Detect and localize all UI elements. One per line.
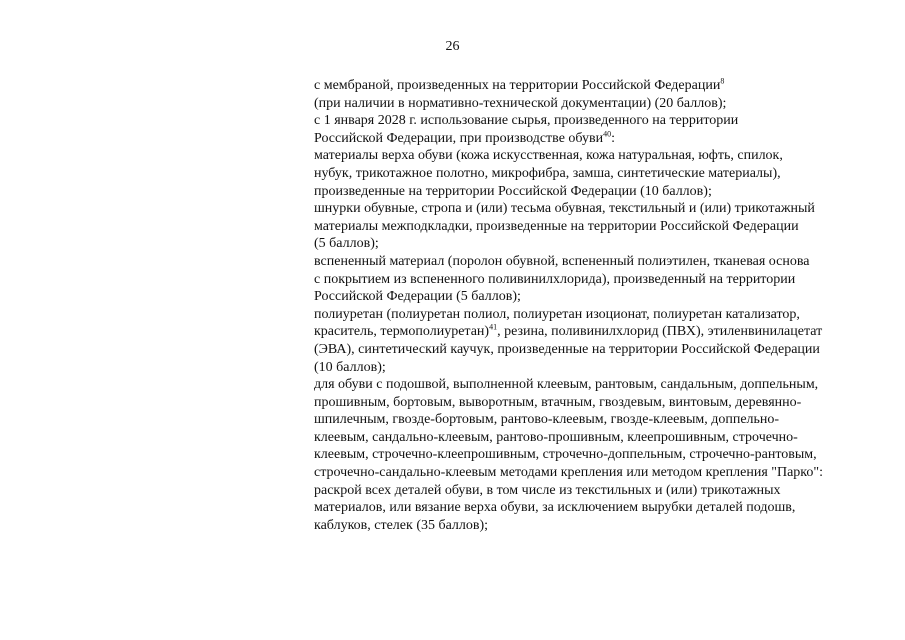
text-line-content: с мембраной, произведенных на территории Российской Федерации <box>314 78 721 93</box>
text-line: произведенные на территории Российской Федерации (10 баллов); <box>314 183 712 199</box>
text-line: нубук, трикотажное полотно, микрофибра, замша, синтетические материалы), <box>314 165 781 181</box>
text-line: клеевым, сандально-клеевым, рантово-прошивным, клеепрошивным, строчечно- <box>314 429 798 445</box>
text-line: материалы верха обуви (кожа искусственная, кожа натуральная, юфть, спилок, <box>314 148 783 164</box>
text-line: (ЭВА), синтетический каучук, произведенные на территории Российской Федерации <box>314 341 820 357</box>
text-line <box>314 130 874 148</box>
text-line <box>314 323 874 341</box>
footnote-ref-40[interactable]: 40 <box>603 129 612 139</box>
footnote-ref-8[interactable]: 8 <box>720 76 725 86</box>
text-line-tail: , резина, поливинилхлорид (ПВХ), этиленвинилацетат <box>497 324 823 340</box>
page-number: 26 <box>445 39 460 54</box>
text-line: с покрытием из вспененного поливинилхлорида), произведенный на территории <box>314 271 796 287</box>
text-line: Российской Федерации (5 баллов); <box>314 289 521 305</box>
text-line: (при наличии в нормативно-технической документации) (20 баллов); <box>314 95 727 111</box>
footnote-ref-41[interactable]: 41 <box>489 322 498 332</box>
text-line-content: Российской Федерации, при производстве обуви <box>314 130 604 146</box>
text-line-colon: : <box>611 130 616 146</box>
text-line-content: краситель, термополиуретан) <box>314 324 490 340</box>
text-line: (10 баллов); <box>314 359 386 375</box>
text-line: каблуков, стелек (35 баллов); <box>314 517 489 533</box>
text-line: клеевым, строчечно-клеепрошивным, строчечно-доппельным, строчечно-рантовым, <box>314 447 817 463</box>
document-body <box>314 77 874 534</box>
text-line: раскрой всех деталей обуви, в том числе из текстильных и (или) трикотажных <box>314 482 781 498</box>
text-line: для обуви с подошвой, выполненной клеевым, рантовым, сандальным, доппельным, <box>314 377 819 393</box>
text-line <box>314 77 874 95</box>
text-line: (5 баллов); <box>314 236 379 252</box>
text-line: шнурки обувные, стропа и (или) тесьма обувная, текстильный и (или) трикотажный <box>314 201 815 217</box>
text-line: с 1 января 2028 г. использование сырья, произведенного на территории <box>314 113 739 129</box>
text-line: вспененный материал (поролон обувной, вспененный полиэтилен, тканевая основа <box>314 253 810 269</box>
text-line: полиуретан (полиуретан полиол, полиуретан изоционат, полиуретан катализатор, <box>314 306 800 322</box>
text-line: строчечно-сандально-клеевым методами крепления или методом крепления "Парко": <box>314 465 823 481</box>
text-line: материалов, или вязание верха обуви, за исключением вырубки деталей подошв, <box>314 500 796 516</box>
text-line: прошивным, бортовым, выворотным, втачным, гвоздевым, винтовым, деревянно- <box>314 394 802 410</box>
text-line: материалы межподкладки, произведенные на территории Российской Федерации <box>314 218 799 234</box>
text-line: шпилечным, гвоздe-бортовым, рантово-клеевым, гвоздe-клеевым, доппельно- <box>314 412 780 428</box>
